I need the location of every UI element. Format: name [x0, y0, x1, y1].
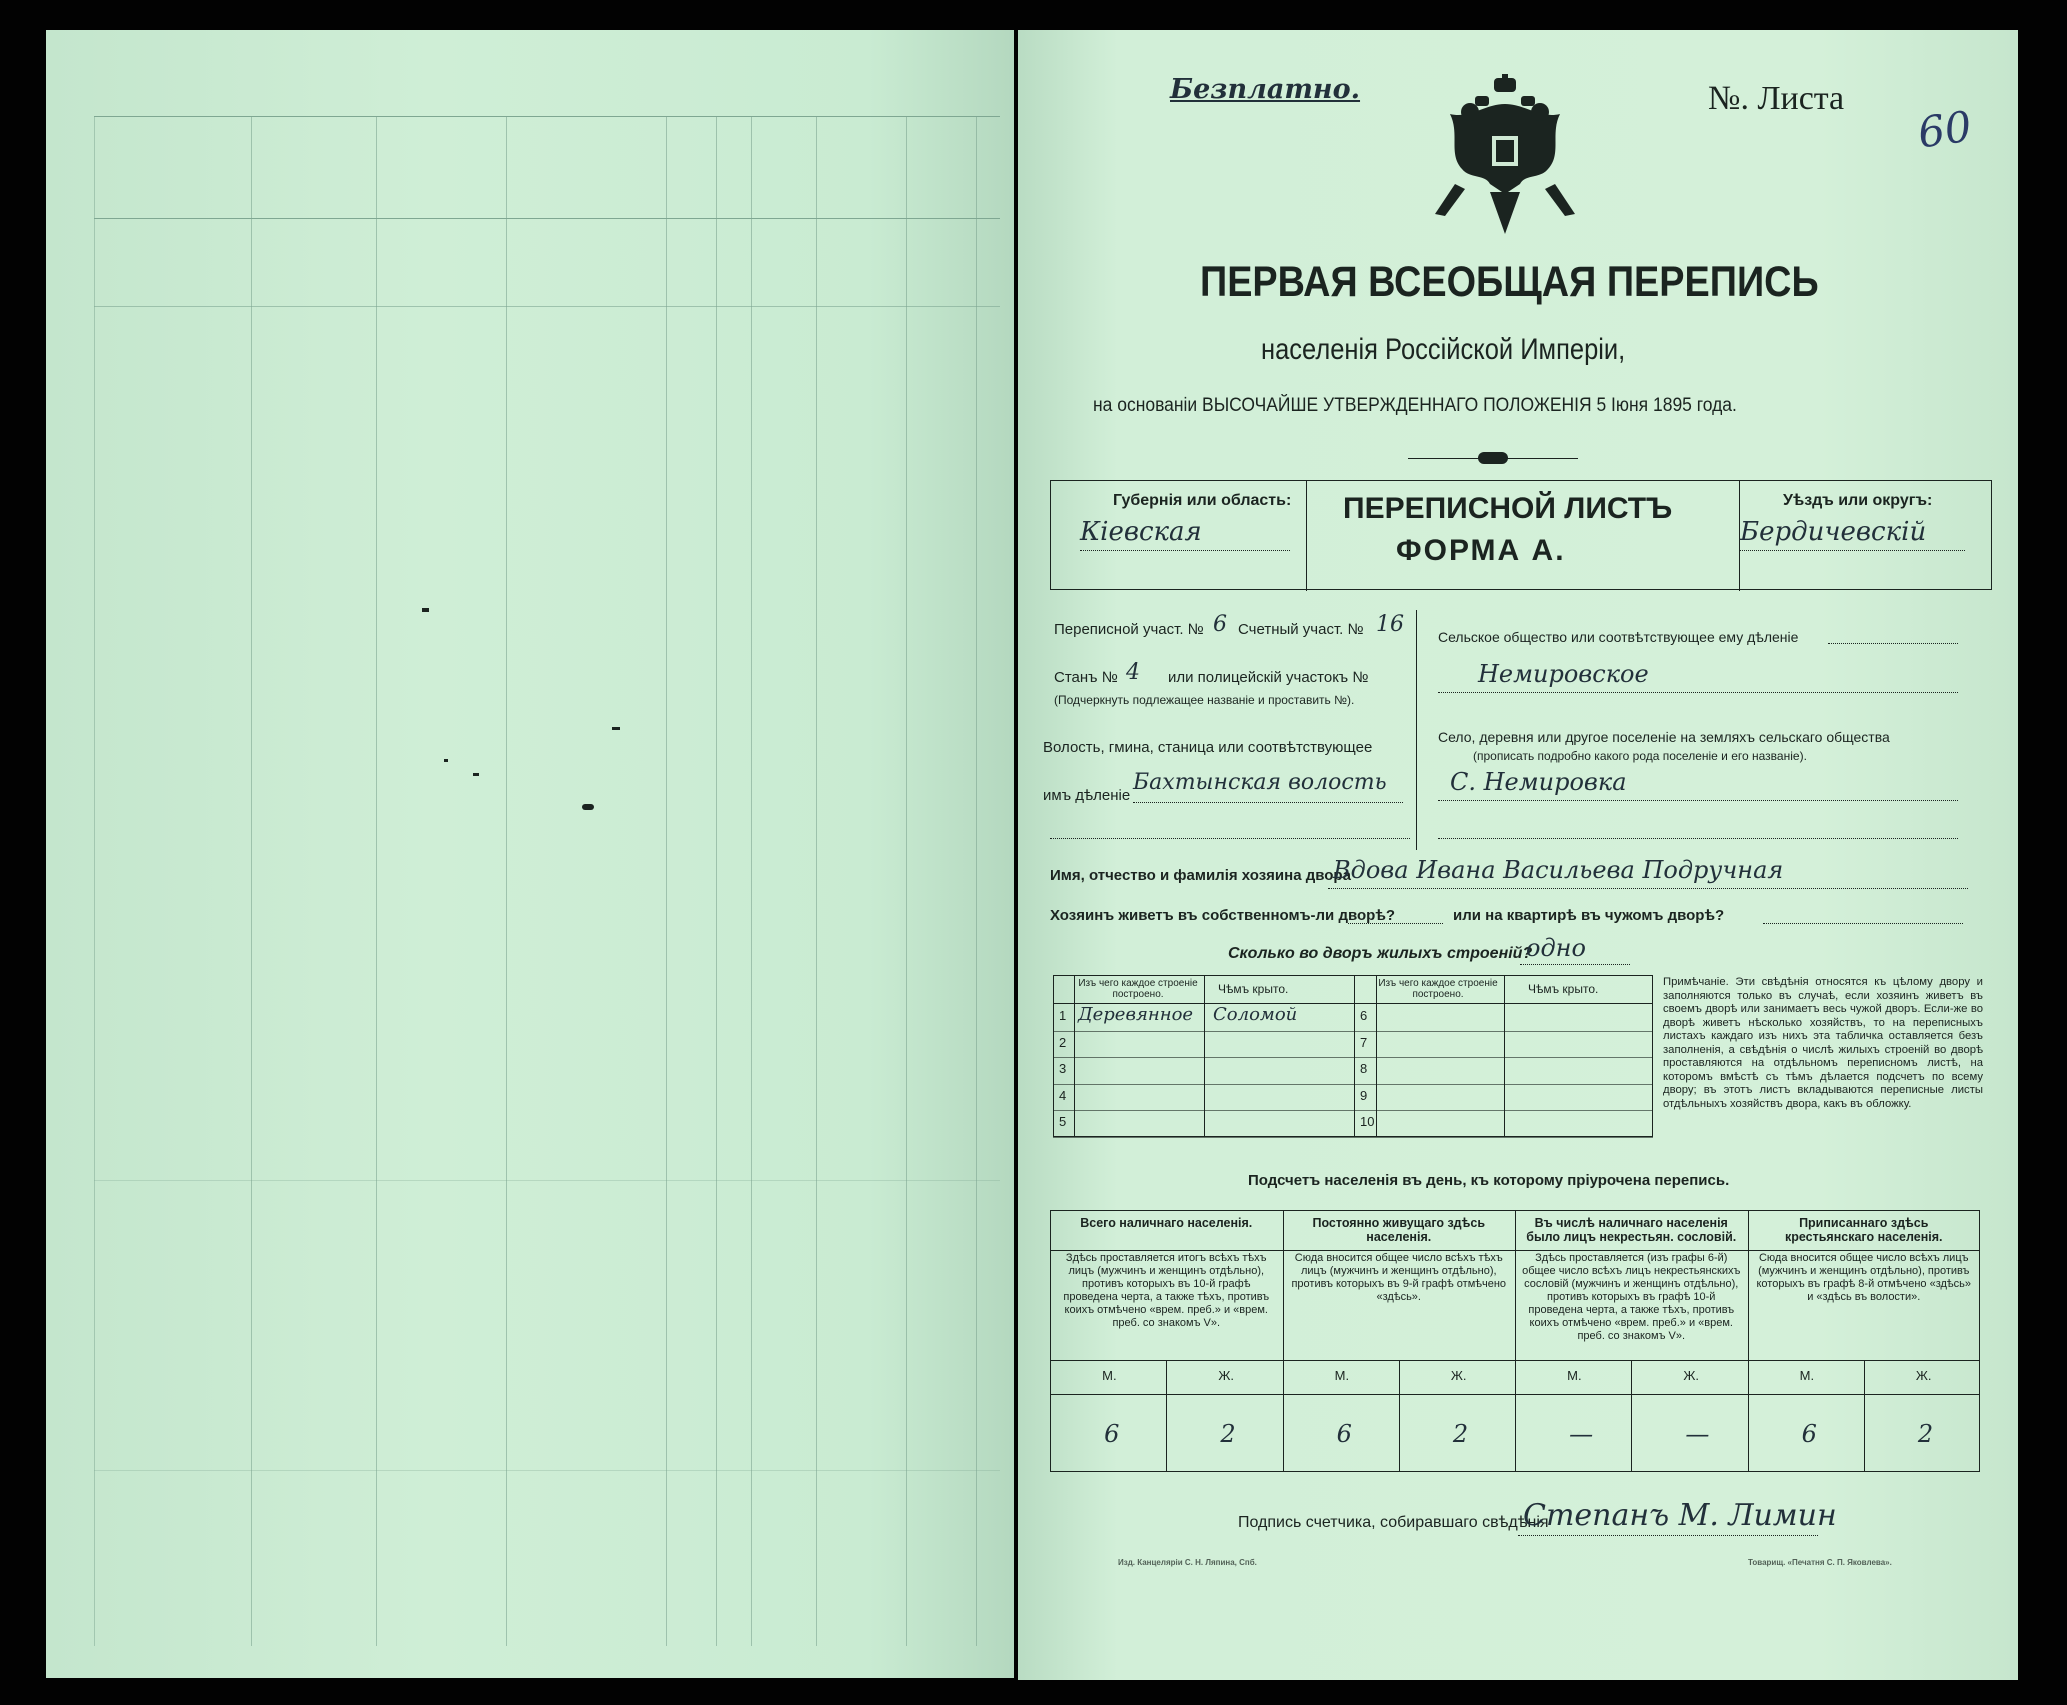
- census-district-label: Переписной участ. №: [1054, 621, 1204, 638]
- tally-female-value: 2: [1452, 1420, 1469, 1448]
- gubernia-label: Губернія или область:: [1113, 492, 1292, 509]
- left-page-blank: [46, 30, 1014, 1678]
- tally-female-value: —: [1685, 1420, 1710, 1448]
- building-row-number: 10: [1360, 1114, 1375, 1129]
- sheet-number-value: 60: [1914, 101, 1975, 158]
- building-row-number: 5: [1059, 1114, 1067, 1129]
- building-row-number: 9: [1360, 1087, 1368, 1103]
- tally-female-value: 2: [1220, 1420, 1236, 1448]
- buildings-col-material-left: Изъ чего каждое строеніе построено.: [1078, 978, 1198, 1000]
- tally-male-value: 6: [1801, 1420, 1817, 1448]
- buildings-col-roof-right: Чѣмъ крыто.: [1528, 982, 1599, 996]
- settlement-value: С. Немировка: [1450, 768, 1627, 796]
- buildings-col-material-right: Изъ чего каждое строеніе построено.: [1378, 978, 1498, 1000]
- building-row-number: 8: [1360, 1061, 1368, 1076]
- tally-column-description: Сюда вносится общее число всѣхъ тѣхъ лицъ (мужчинъ и женщинъ отдѣльно), противъ которыхъ въ 9-й графѣ отмѣчено «здѣсь».: [1291, 1252, 1507, 1303]
- tally-column-head: Приписаннаго здѣсь крестьянскаго населенія.: [1784, 1216, 1943, 1244]
- volost-value: Бахтынская волость: [1133, 770, 1387, 795]
- residence-label-2: или на квартирѣ въ чужомъ дворѣ?: [1453, 907, 1725, 924]
- tally-female-label: Ж.: [1683, 1368, 1699, 1383]
- form-title-line-2: ФОРМА А.: [1396, 534, 1566, 567]
- building-row-number: 6: [1360, 1008, 1368, 1023]
- gubernia-value: Кіевская: [1080, 517, 1202, 547]
- residence-label: Хозяинъ живетъ въ собственномъ-ли дворѣ?: [1050, 907, 1396, 924]
- tally-female-label: Ж.: [1218, 1368, 1234, 1383]
- village-society-label: Сельское общество или соотвѣтствующее ему дѣленіе: [1438, 629, 1799, 645]
- police-district-label: или полицейскій участокъ №: [1168, 669, 1369, 686]
- uezd-value: Бердичевскій: [1740, 517, 1927, 547]
- signature-label: Подпись счетчика, собиравшаго свѣдѣнія: [1238, 1514, 1549, 1531]
- sheet-number-label: №. Листа: [1708, 80, 1845, 117]
- tally-female-label: Ж.: [1450, 1368, 1467, 1383]
- document-title: ПЕРВАЯ ВСЕОБЩАЯ ПЕРЕПИСЬ: [1200, 258, 1819, 306]
- printer-left: Изд. Канцеляріи С. Н. Ляпина, Спб.: [1118, 1558, 1257, 1567]
- legal-basis-line: на основаніи ВЫСОЧАЙШЕ УТВЕРЖДЕННАГО ПОЛОЖЕНІЯ 5 Іюня 1895 года.: [1093, 395, 1737, 416]
- tally-male-label: М.: [1567, 1368, 1582, 1383]
- owner-value: Вдова Ивана Васильева Подручная: [1333, 856, 1784, 884]
- building-material: Деревянное: [1078, 1004, 1194, 1025]
- buildings-col-roof-left: Чѣмъ крыто.: [1218, 982, 1289, 996]
- building-row-number: 1: [1059, 1008, 1067, 1023]
- stan-label: Станъ №: [1054, 669, 1118, 686]
- settlement-label: Село, деревня или другое поселеніе на земляхъ сельскаго общества: [1438, 729, 1890, 745]
- ornament-divider: [1408, 452, 1578, 464]
- stan-note: (Подчеркнуть подлежащее названіе и проставить №).: [1054, 693, 1355, 707]
- form-title-line-1: ПЕРЕПИСНОЙ ЛИСТЪ: [1343, 492, 1673, 525]
- volost-label-2: имъ дѣленіе: [1043, 787, 1131, 804]
- tally-title: Подсчетъ населенія въ день, къ которому пріурочена перепись.: [1248, 1172, 1730, 1189]
- counting-district-value: 16: [1376, 612, 1404, 637]
- tally-male-label: М.: [1334, 1368, 1350, 1383]
- building-roof: Соломой: [1213, 1004, 1298, 1025]
- double-headed-eagle-icon: [1430, 74, 1580, 244]
- tally-male-label: М.: [1799, 1368, 1815, 1383]
- document-subtitle: населенія Россійской Имперіи,: [1261, 333, 1626, 366]
- building-row-number: 4: [1059, 1087, 1067, 1103]
- buildings-value: одно: [1526, 934, 1586, 962]
- free-label: Безплатно.: [1170, 74, 1361, 105]
- buildings-label: Сколько во дворъ жилыхъ строеній?: [1228, 945, 1533, 962]
- tally-male-value: —: [1569, 1420, 1594, 1448]
- tally-column-description: Здѣсь проставляется (изъ графы 6-й) общее число всѣхъ лицъ некрестьянскихъ сословій (мужчинъ и женщинъ отдѣльно), противъ которыхъ въ графѣ 10-й проведена черта, а также тѣхъ, противъ коихъ отмѣчено «врем. преб.» и «врем. преб. со знакомъ V».: [1522, 1252, 1741, 1342]
- enumerator-signature: Степанъ М. Лимин: [1523, 1498, 1837, 1533]
- tally-female-value: 2: [1917, 1420, 1934, 1448]
- settlement-note: (прописать подробно какого рода поселеніе и его названіе).: [1473, 749, 1807, 763]
- owner-label: Имя, отчество и фамилія хозяина двора: [1050, 867, 1351, 884]
- uezd-label: Уѣздъ или округъ:: [1783, 492, 1933, 509]
- buildings-note: Примѣчаніе. Эти свѣдѣнія относятся къ цѣлому двору и заполняются только въ случаѣ, если хозяинъ живетъ въ своемъ дворѣ или занимаетъ весь чужой дворъ. Если-же во дворѣ живетъ нѣсколько хозяйствъ, то на переписныхъ листахъ каждаго изъ нихъ эта табличка оставляется безъ заполненія, а свѣдѣнія о числѣ жилыхъ строеній во дворѣ проставляются на отдѣльномъ переписномъ листѣ, на которомъ вмѣстѣ съ тѣмъ дѣлается подсчетъ по всему двору; въ этотъ листъ вкладываются переписные листы отдѣльныхъ хозяйствъ двора, какъ въ обложку.: [1663, 976, 1983, 1110]
- building-row-number: 3: [1059, 1061, 1067, 1076]
- tally-column-head: Въ числѣ наличнаго населенія было лицъ некрестьян. сословій.: [1526, 1216, 1737, 1244]
- stan-value: 4: [1126, 660, 1140, 685]
- counting-district-label: Счетный участ. №: [1238, 621, 1364, 638]
- tally-male-label: М.: [1102, 1368, 1117, 1383]
- tally-female-label: Ж.: [1915, 1368, 1932, 1383]
- tally-column-description: Сюда вносится общее число всѣхъ лицъ (мужчинъ и женщинъ отдѣльно), противъ которыхъ въ графѣ 8-й отмѣчено «здѣсь» и «здѣсь въ волости».: [1756, 1252, 1972, 1303]
- building-row-number: 7: [1360, 1034, 1368, 1050]
- tally-male-value: 6: [1336, 1420, 1352, 1448]
- tally-column-description: Здѣсь проставляется итогъ всѣхъ тѣхъ лицъ (мужчинъ и женщинъ отдѣльно), противъ которыхъ въ 10-й графѣ проведена черта, а также тѣхъ, противъ коихъ отмѣчено «врем. преб.» и «врем. преб. со знакомъ V».: [1063, 1252, 1270, 1329]
- building-row-number: 2: [1059, 1034, 1067, 1050]
- volost-label: Волость, гмина, станица или соотвѣтствующее: [1043, 739, 1373, 756]
- village-society-value: Немировское: [1478, 660, 1649, 688]
- census-district-value: 6: [1213, 612, 1227, 637]
- tally-column-head: Всего наличнаго населенія.: [1080, 1216, 1253, 1230]
- census-form-page: [1018, 30, 2018, 1680]
- printer-right: Товарищ. «Печатня С. П. Яковлева».: [1748, 1558, 1892, 1567]
- tally-male-value: 6: [1104, 1420, 1120, 1448]
- tally-column-head: Постоянно живущаго здѣсь населенія.: [1312, 1216, 1486, 1244]
